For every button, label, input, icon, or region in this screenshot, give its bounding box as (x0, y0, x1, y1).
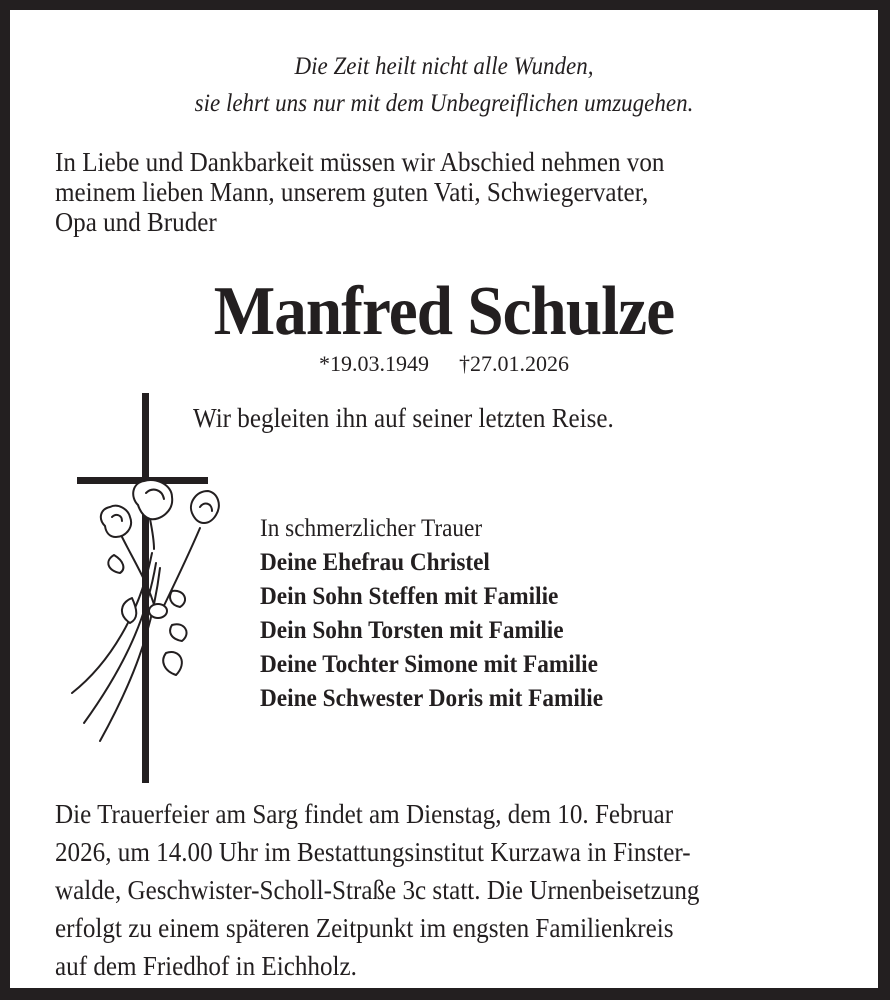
mourners-list (260, 512, 603, 716)
intro-line: meinem lieben Mann, unserem guten Vati, Schwiegervater, (55, 177, 649, 207)
intro-line: Opa und Bruder (55, 207, 217, 237)
mourner-name: Dein Sohn Torsten mit Familie (260, 617, 564, 644)
intro-text (55, 147, 799, 237)
mourners-lead: In schmerzlicher Trauer (260, 515, 483, 542)
mourner-name: Dein Sohn Steffen mit Familie (260, 583, 559, 610)
details-line: walde, Geschwister-Scholl-Straße 3c statt. Die Urnenbeisetzung (55, 875, 700, 905)
mourner-name: Deine Tochter Simone mit Familie (260, 651, 598, 678)
life-dates (10, 351, 878, 377)
service-details (55, 795, 853, 985)
mourner-name: Deine Schwester Doris mit Familie (260, 685, 604, 712)
details-line: Die Trauerfeier am Sarg findet am Dienstag, dem 10. Februar (55, 799, 674, 829)
deceased-name: Manfred Schulze (213, 273, 675, 350)
journey-text: Wir begleiten ihn auf seiner letzten Reise. (193, 403, 614, 433)
intro-line: In Liebe und Dankbarkeit müssen wir Abschied nehmen von (55, 147, 665, 177)
motto-line: Die Zeit heilt nicht alle Wunden, (294, 53, 594, 80)
obituary-card (10, 10, 878, 988)
details-line: erfolgt zu einem späteren Zeitpunkt im engsten Familienkreis (55, 913, 674, 943)
motto-quote (45, 48, 844, 122)
details-line: auf dem Friedhof in Eichholz. (55, 951, 357, 981)
mourner-name: Deine Ehefrau Christel (260, 549, 490, 576)
details-line: 2026, um 14.00 Uhr im Bestattungsinstitut Kurzawa in Finster- (55, 837, 691, 867)
death-date: †27.01.2026 (459, 351, 569, 376)
motto-line: sie lehrt uns nur mit dem Unbegreiflichen umzugehen. (194, 90, 694, 117)
cross-with-roses-icon (60, 393, 220, 783)
birth-date: *19.03.1949 (319, 351, 429, 376)
